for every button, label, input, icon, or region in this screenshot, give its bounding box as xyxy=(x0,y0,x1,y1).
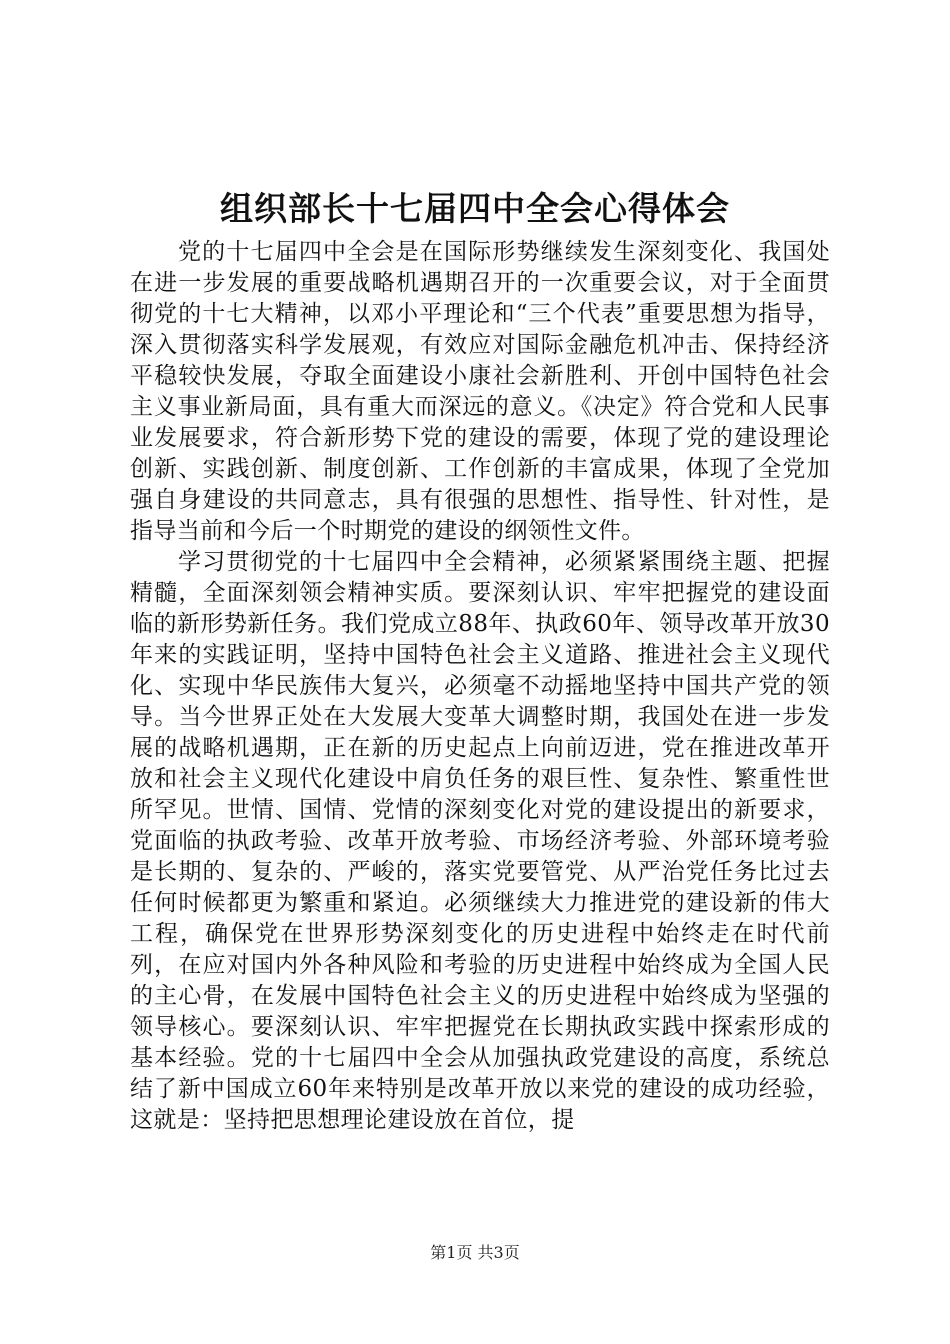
document-title: 组织部长十七届四中全会心得体会 xyxy=(220,189,730,228)
paragraph-1: 党的十七届四中全会是在国际形势继续发生深刻变化、我国处在进一步发展的重要战略机遇期召开的一次重要会议，对于全面贯彻党的十七大精神，以邓小平理论和“三个代表”重要思想为指导，深入贯彻落实科学发展观，有效应对国际金融危机冲击、保持经济平稳较快发展，夺取全面建设小康社会新胜利、开创中国特色社会主义事业新局面，具有重大而深远的意义。《决定》符合党和人民事业发展要求，符合新形势下党的建设的需要，体现了党的建设理论创新、实践创新、制度创新、工作创新的丰富成果，体现了全党加强自身建设的共同意志，具有很强的思想性、指导性、针对性，是指导当前和今后一个时期党的建设的纲领性文件。 xyxy=(130,239,830,544)
document-body xyxy=(130,237,830,1136)
paragraph-2: 学习贯彻党的十七届四中全会精神，必须紧紧围绕主题、把握精髓，全面深刻领会精神实质。要深刻认识、牢牢把握党的建设面临的新形势新任务。我们党成立88年、执政60年、领导改革开放30年来的实践证明，坚持中国特色社会主义道路、推进社会主义现代化、实现中华民族伟大复兴，必须毫不动摇地坚持中国共产党的领导。当今世界正处在大发展大变革大调整时期，我国处在进一步发展的战略机遇期，正在新的历史起点上向前迈进，党在推进改革开放和社会主义现代化建设中肩负任务的艰巨性、复杂性、繁重性世所罕见。世情、国情、党情的深刻变化对党的建设提出的新要求，党面临的执政考验、改革开放考验、市场经济考验、外部环境考验是长期的、复杂的、严峻的，落实党要管党、从严治党任务比过去任何时候都更为繁重和紧迫。必须继续大力推进党的建设新的伟大工程，确保党在世界形势深刻变化的历史进程中始终走在时代前列，在应对国内外各种风险和考验的历史进程中始终成为全国人民的主心骨，在发展中国特色社会主义的历史进程中始终成为坚强的领导核心。要深刻认识、牢牢把握党在长期执政实践中探索形成的基本经验。党的十七届四中全会从加强执政党建设的高度，系统总结了新中国成立60年来特别是改革开放以来党的建设的成功经验，这就是：坚持把思想理论建设放在首位，提 xyxy=(130,549,830,1133)
page-number-footer: 第1页 共3页 xyxy=(430,1243,520,1262)
